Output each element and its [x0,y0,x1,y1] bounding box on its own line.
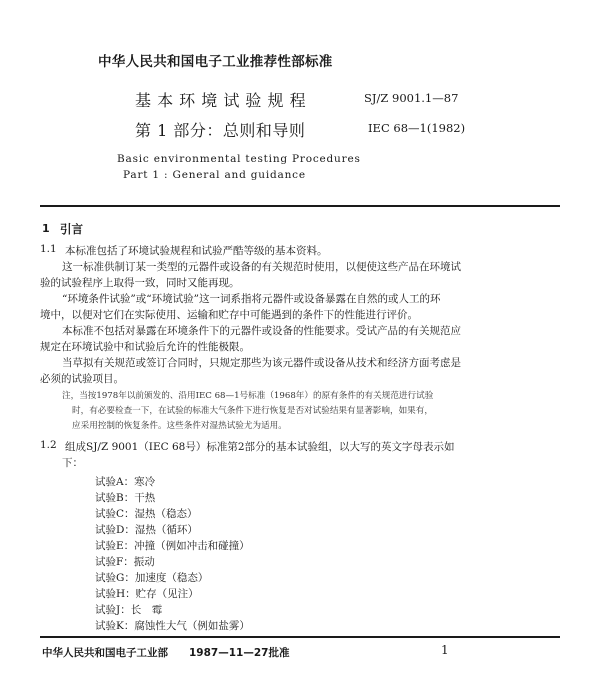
part-title-chinese: 第 1 部分：总则和导则 [135,121,306,140]
test-item: 试验B：干热 [95,492,156,504]
part-title-english: Part 1 : General and guidance [123,169,306,181]
test-item: 试验H：贮存（见注） [95,588,199,600]
title-chinese: 基 本 环 境 试 验 规 程 [135,91,307,110]
clause-number-1-1: 1.1 [40,243,57,255]
iec-reference: IEC 68—1(1982) [368,121,466,135]
paragraph-line: 这一标准供制订某一类型的元器件或设备的有关规范时使用，以便使这些产品在环境试 [62,261,461,273]
paragraph-line: “环境条件试验”或“环境试验”这一词系指将元器件或设备暴露在自然的或人工的环 [62,293,441,305]
paragraph-line: 当草拟有关规范或签订合同时，只规定那些为该元器件或设备从技术和经济方面考虑是 [62,357,461,369]
footer-issuer: 中华人民共和国电子工业部 [42,647,168,659]
test-item: 试验C：湿热（稳态） [95,508,198,520]
clause-1-2-text: 组成SJ/Z 9001（IEC 68号）标准第2部分的基本试验组，以大写的英文字母表示如 [65,441,455,453]
standard-code: SJ/Z 9001.1—87 [364,91,459,105]
page-number: 1 [441,643,449,657]
note-line: 注，当按1978年以前颁发的、沿用IEC 68—1号标准（1968年）的原有条件的有关规范进行试验 [62,391,434,401]
test-item: 试验J：长 霉 [95,604,163,616]
clause-number-1-2: 1.2 [40,439,57,451]
test-item: 试验D：湿热（循环） [95,524,198,536]
note-line: 时，有必要检查一下，在试验的标准大气条件下进行恢复是否对试验结果有显著影响，如果有， [72,406,433,416]
note-line: 应采用控制的恢复条件。这些条件对湿热试验尤为适用。 [72,421,287,431]
test-item: 试验F：振动 [95,556,155,568]
paragraph-line: 规定在环境试验中和试验后允许的性能极限。 [40,341,250,353]
paragraph-line: 本标准不包括对暴露在环境条件下的元器件或设备的性能要求。受试产品的有关规范应 [62,325,461,337]
header-rule [40,205,560,207]
clause-1-1-text: 本标准包括了环境试验规程和试验严酷等级的基本资料。 [65,245,328,257]
test-item: 试验A：寒冷 [95,476,156,488]
test-item: 试验K：腐蚀性大气（例如盐雾） [95,620,250,632]
clause-1-2-text-cont: 下： [62,457,83,469]
paragraph-line: 必须的试验项目。 [40,373,124,385]
paragraph-line: 验的试验程序上取得一致，同时又能再现。 [40,277,240,289]
section-heading: 引言 [60,222,83,236]
standard-org-heading: 中华人民共和国电子工业推荐性部标准 [98,54,333,70]
section-number: 1 [42,222,50,235]
title-english: Basic environmental testing Procedures [117,153,361,165]
footer-approval-date: 1987—11—27批准 [189,647,290,659]
test-item: 试验E：冲撞（例如冲击和碰撞） [95,540,250,552]
paragraph-line: 境中，以便对它们在实际使用、运输和贮存中可能遇到的条件下的性能进行评价。 [40,309,418,321]
footer-rule [40,636,560,638]
test-item: 试验G：加速度（稳态） [95,572,209,584]
